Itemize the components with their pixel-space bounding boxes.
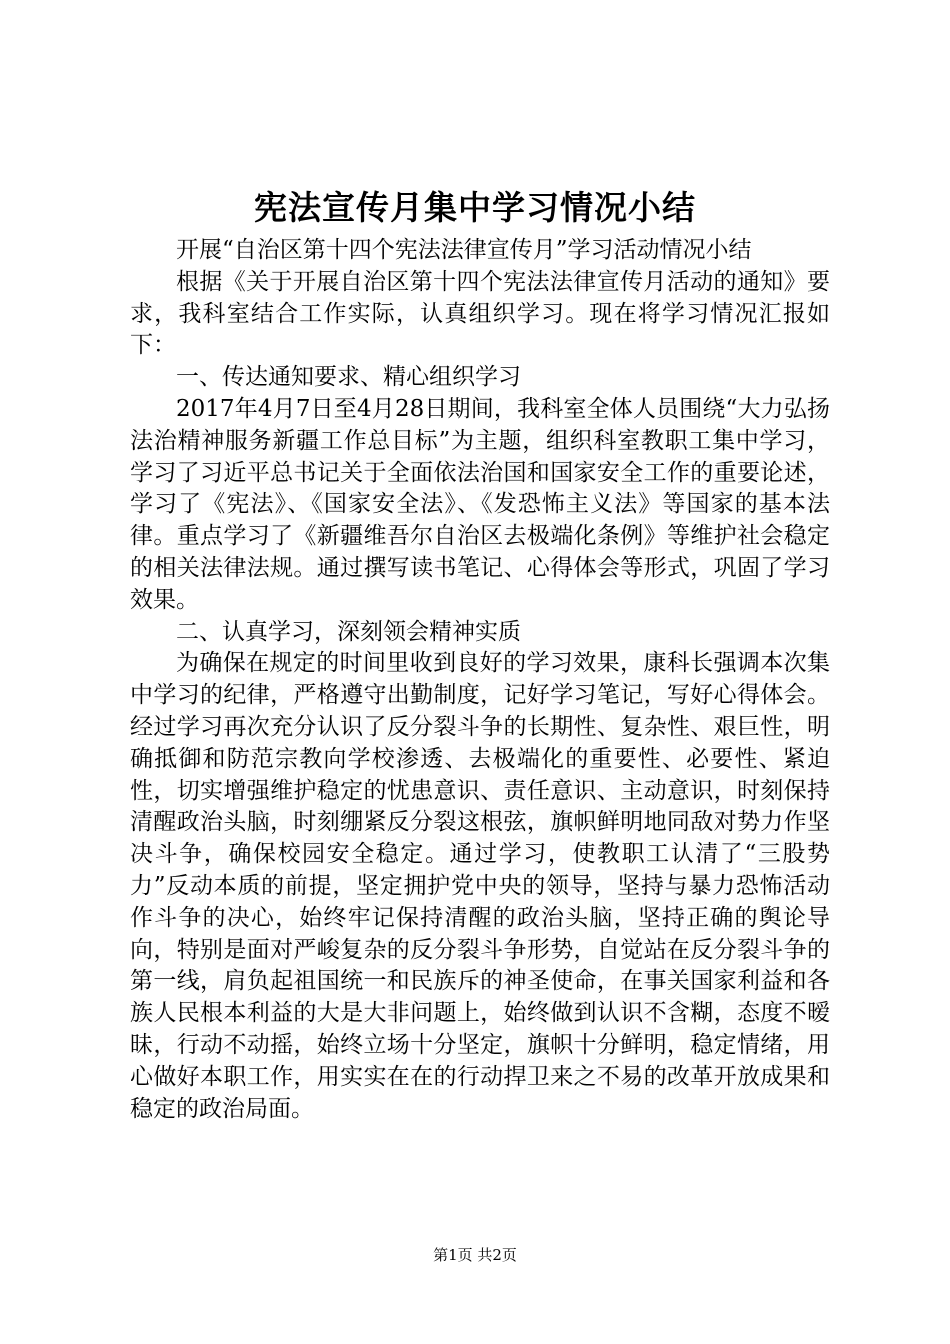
section-2-paragraph: 为确保在规定的时间里收到良好的学习效果，康科长强调本次集中学习的纪律，严格遵守出勤制度，记好学习笔记，写好心得体会。经过学习再次充分认识了反分裂斗争的长期性、复杂性、艰巨性，明确抵御和防范宗教向学校渗透、去极端化的重要性、必要性、紧迫性，切实增强维护稳定的忧患意识、责任意识、主动意识，时刻保持清醒政治头脑，时刻绷紧反分裂这根弦，旗帜鲜明地同敌对势力作坚决斗争，确保校园安全稳定。通过学习，使教职工认清了“三股势力”反动本质的前提，坚定拥护党中央的领导，坚持与暴力恐怖活动作斗争的决心，始终牢记保持清醒的政治头脑，坚持正确的舆论导向，特别是面对严峻复杂的反分裂斗争形势，自觉站在反分裂斗争的第一线，肩负起祖国统一和民族斥的神圣使命，在事关国家利益和各族人民根本利益的大是大非问题上，始终做到认识不含糊，态度不暧昧，行动不动摇，始终立场十分坚定，旗帜十分鲜明，稳定情绪，用心做好本职工作，用实实在在的行动捍卫来之不易的改革开放成果和稳定的政治局面。 xyxy=(130,650,830,1122)
page-footer: 第1页 共2页 xyxy=(433,1246,517,1264)
intro-paragraph: 根据《关于开展自治区第十四个宪法法律宣传月活动的通知》要求，我科室结合工作实际，认真组织学习。现在将学习情况汇报如下： xyxy=(130,268,830,359)
document-title: 宪法宣传月集中学习情况小结 xyxy=(254,188,696,227)
section-heading-2: 二、认真学习，深刻领会精神实质 xyxy=(176,618,521,645)
document-body xyxy=(130,235,830,1125)
section-1-paragraph: 2017年4月7日至4月28日期间，我科室全体人员围绕“大力弘扬法治精神服务新疆工作总目标”为主题，组织科室教职工集中学习，学习了习近平总书记关于全面依法治国和国家安全工作的重要论述，学习了《宪法》、《国家安全法》、《发恐怖主义法》等国家的基本法律。重点学习了《新疆维吾尔自治区去极端化条例》等维护社会稳定的相关法律法规。通过撰写读书笔记、心得体会等形式，巩固了学习效果。 xyxy=(130,395,830,613)
document-subtitle: 开展“自治区第十四个宪法法律宣传月”学习活动情况小结 xyxy=(176,237,752,263)
section-heading-1: 一、传达通知要求、精心组织学习 xyxy=(176,364,521,391)
